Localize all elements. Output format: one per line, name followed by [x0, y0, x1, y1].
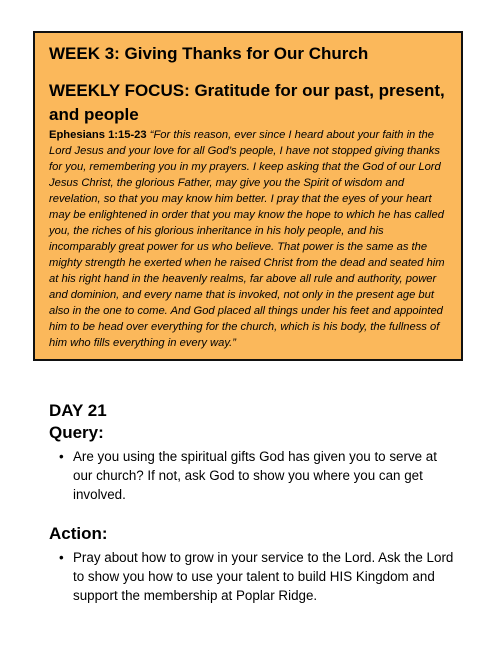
- week-title: WEEK 3: Giving Thanks for Our Church: [49, 44, 369, 63]
- scripture-quote: “For this reason, ever since I heard about your faith in the Lord Jesus and your love for all God’s people, I have not stopped giving thanks for you, remembering you in my prayers. I keep asking that the God of our Lord Jesus Christ, the glorious Father, may give you the Spirit of wisdom and revelation, so that you may know him better. I pray that the eyes of your heart may be enlightened in order that you may know the hope to which he has called you, the riches of his glorious inheritance in his holy people, and his incomparably great power for us who believe. That power is the same as the mighty strength he exerted when he raised Christ from the dead and seated him at his right hand in the heavenly realms, far above all rule and authority, power and dominion, and every name that is invoked, not only in the present age but also in the one to come. And God placed all things under his feet and appointed him to be head over everything for the church, which is his body, the fullness of him who fills everything in every way.”: [49, 129, 445, 349]
- action-heading: Action:: [49, 524, 108, 543]
- query-list: [49, 447, 459, 504]
- bullet-icon: •: [59, 449, 64, 464]
- weekly-focus-title: WEEKLY FOCUS: Gratitude for our past, present, and people: [49, 81, 445, 124]
- day-section: [49, 400, 459, 605]
- scripture-reference: Ephesians 1:15-23: [49, 129, 147, 141]
- query-heading: Query:: [49, 423, 104, 442]
- scripture-passage: [49, 127, 447, 351]
- action-list: [49, 548, 459, 605]
- query-item-text: Are you using the spiritual gifts God has given you to serve at our church? If not, ask God to show you where you can get involved.: [73, 449, 437, 502]
- day-title: DAY 21: [49, 401, 107, 420]
- bullet-icon: •: [59, 550, 64, 565]
- list-item: [59, 548, 459, 605]
- list-item: [59, 447, 459, 504]
- action-item-text: Pray about how to grow in your service to the Lord. Ask the Lord to show you how to use your talent to build HIS Kingdom and support the membership at Poplar Ridge.: [73, 550, 454, 603]
- weekly-focus-box: [33, 31, 463, 361]
